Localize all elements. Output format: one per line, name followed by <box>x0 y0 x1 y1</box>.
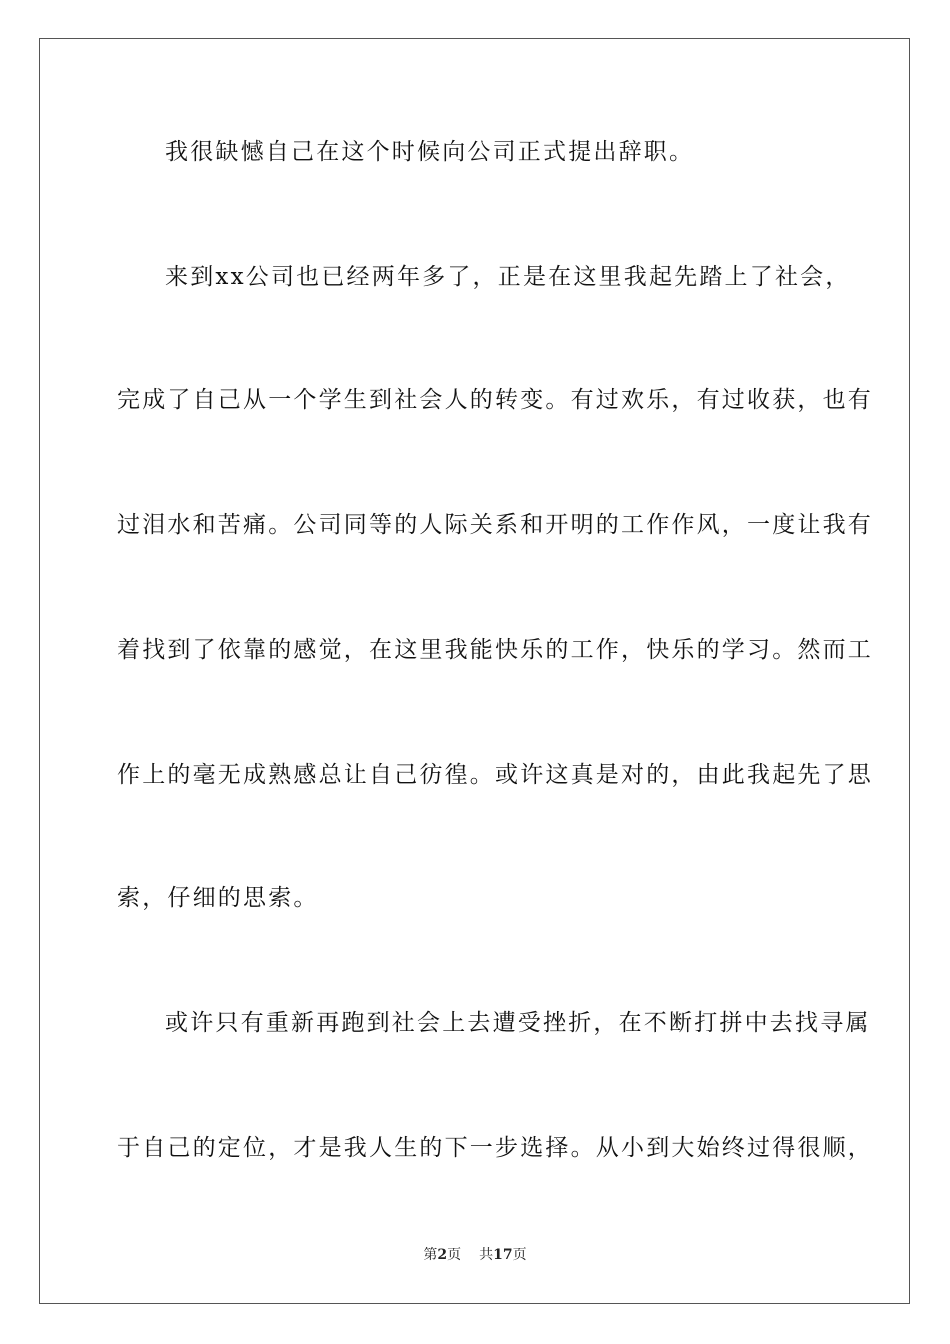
paragraph-2-line-4: 着找到了依靠的感觉，在这里我能快乐的工作，快乐的学习。然而工 <box>117 637 873 663</box>
page-number: 2 <box>437 1247 448 1263</box>
paragraph-3-line-1: 或许只有重新再跑到社会上去遭受挫折，在不断打拼中去找寻属 <box>165 1010 871 1036</box>
paragraph-2-line-5: 作上的毫无成熟感总让自己彷徨。或许这真是对的，由此我起先了思 <box>117 762 873 788</box>
paragraph-2-line-6: 索，仔细的思索。 <box>117 885 319 911</box>
page-border <box>39 38 910 1304</box>
page-prefix: 第 <box>423 1247 438 1263</box>
total-suffix: 页 <box>512 1247 527 1263</box>
paragraph-2-line-3: 过泪水和苦痛。公司同等的人际关系和开明的工作作风，一度让我有 <box>117 512 873 538</box>
paragraph-2-line-1: 来到xx公司也已经两年多了，正是在这里我起先踏上了社会， <box>165 264 851 290</box>
total-pages: 17 <box>493 1247 513 1263</box>
paragraph-3-line-2: 于自己的定位，才是我人生的下一步选择。从小到大始终过得很顺， <box>117 1135 873 1161</box>
paragraph-2-line-2: 完成了自己从一个学生到社会人的转变。有过欢乐，有过收获，也有 <box>117 387 873 413</box>
total-prefix: 共 <box>479 1247 494 1263</box>
page-suffix: 页 <box>447 1247 462 1263</box>
page-footer <box>0 1246 950 1264</box>
paragraph-1-line-1: 我很缺憾自己在这个时候向公司正式提出辞职。 <box>165 139 695 165</box>
